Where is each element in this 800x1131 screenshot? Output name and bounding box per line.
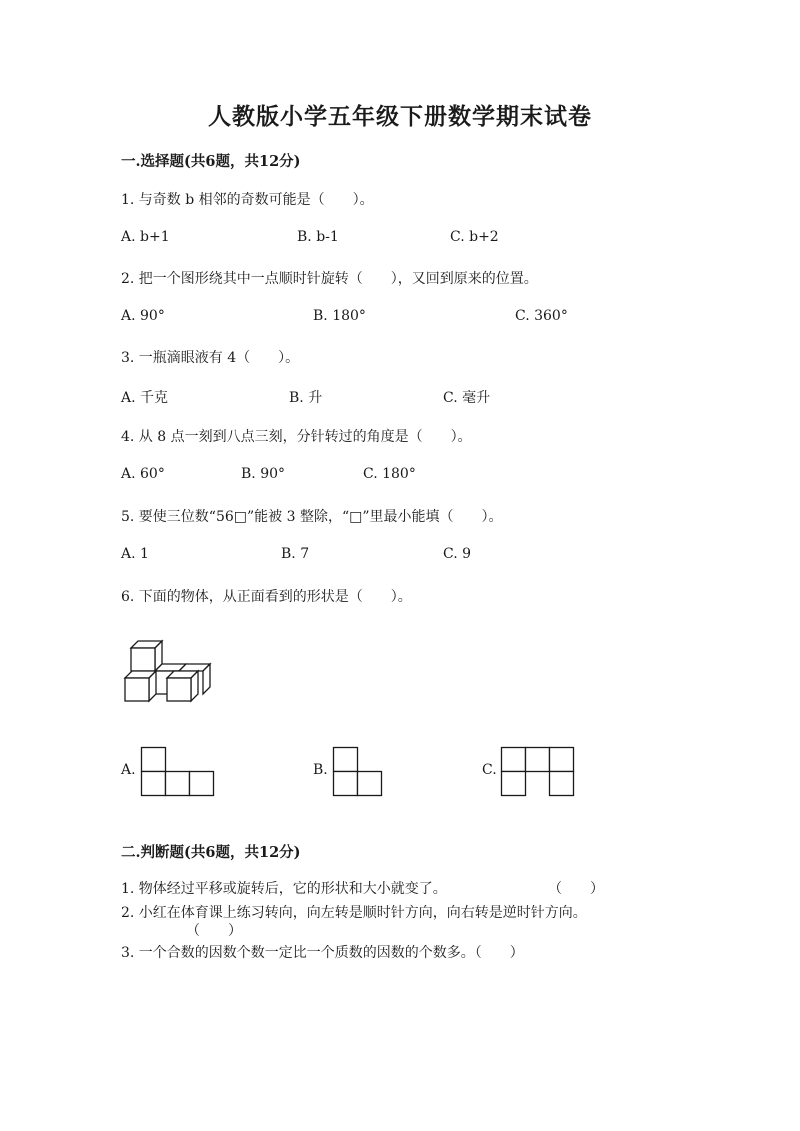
option-b: B. xyxy=(313,762,328,778)
answer-bracket: （ ） xyxy=(548,881,604,897)
option-a: A. xyxy=(121,762,136,778)
option-a: A. 1 xyxy=(121,546,149,562)
judge-question-text: 1. 物体经过平移或旋转后，它的形状和大小就变了。 xyxy=(121,881,447,897)
question-text: 6. 下面的物体，从正面看到的形状是（ ）。 xyxy=(121,589,412,605)
section-heading-choice: 一.选择题(共6题，共12分) xyxy=(121,153,301,170)
option-a: A. b+1 xyxy=(121,229,170,245)
question-text: 3. 一瓶滴眼液有 4（ ）。 xyxy=(121,350,300,366)
question-text: 5. 要使三位数“56□”能被 3 整除，“□”里最小能填（ ）。 xyxy=(121,509,503,525)
option-c: C. 360° xyxy=(515,308,568,324)
option-a: A. 千克 xyxy=(121,390,169,406)
question-text: 4. 从 8 点一刻到八点三刻，分针转过的角度是（ ）。 xyxy=(121,429,472,445)
section-heading-judge: 二.判断题(共6题，共12分) xyxy=(121,844,301,861)
option-b: B. b-1 xyxy=(297,229,339,245)
option-a: A. 60° xyxy=(121,466,165,482)
page-title: 人教版小学五年级下册数学期末试卷 xyxy=(208,103,592,130)
option-b: B. 180° xyxy=(313,308,366,324)
judge-question-text: 2. 小红在体育课上练习转向，向左转是顺时针方向，向右转是逆时针方向。 xyxy=(121,905,587,921)
option-c: C. 180° xyxy=(363,466,416,482)
cube-figure xyxy=(120,638,215,706)
option-c: C. b+2 xyxy=(450,229,499,245)
option-c: C. 毫升 xyxy=(443,390,491,406)
question-text: 1. 与奇数 b 相邻的奇数可能是（ ）。 xyxy=(121,192,374,208)
answer-bracket: （ ） xyxy=(186,923,242,939)
option-c: C. 9 xyxy=(443,546,472,562)
option-c-shape xyxy=(500,746,576,797)
option-b: B. 90° xyxy=(241,466,286,482)
question-text: 2. 把一个图形绕其中一点顺时针旋转（ ），又回到原来的位置。 xyxy=(121,271,538,287)
option-b: B. 7 xyxy=(281,546,310,562)
judge-question-text: 3. 一个合数的因数个数一定比一个质数的因数的个数多。（ ） xyxy=(121,945,524,961)
option-a: A. 90° xyxy=(121,308,165,324)
option-a-shape xyxy=(140,746,216,797)
option-c: C. xyxy=(482,762,497,778)
option-b: B. 升 xyxy=(289,390,323,406)
option-b-shape xyxy=(332,746,384,797)
